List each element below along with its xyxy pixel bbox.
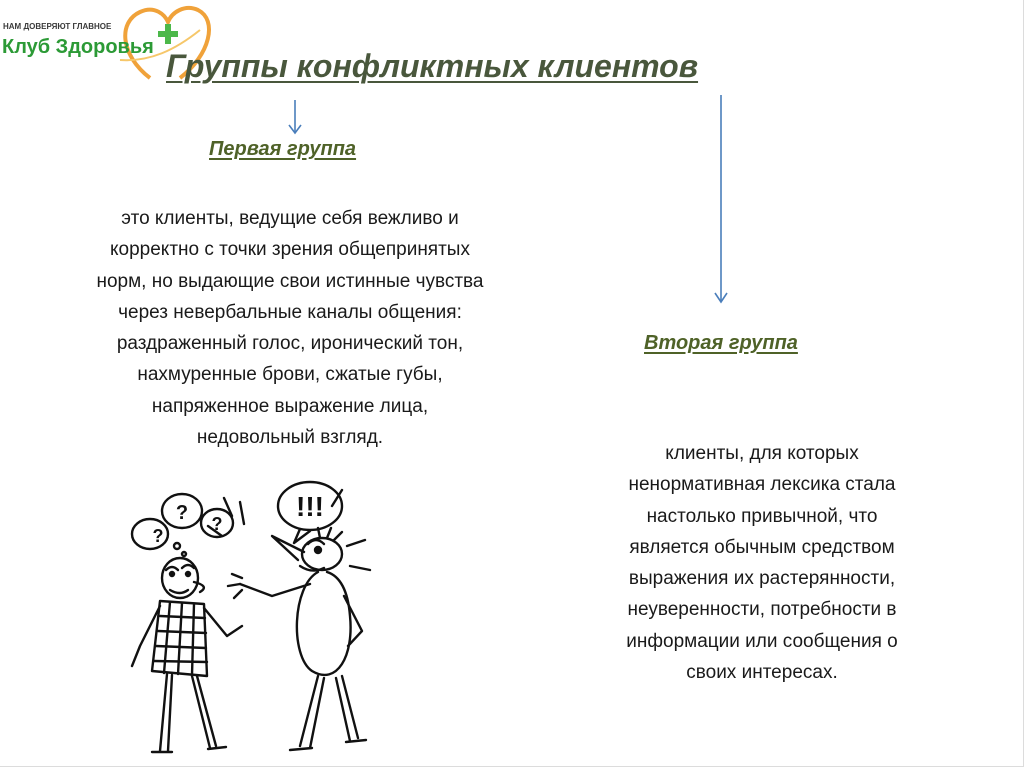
text-line: ненормативная лексика стала — [628, 474, 896, 496]
text-line: неуверенности, потребности в — [627, 599, 897, 621]
text-line: информации или сообщения о — [626, 630, 898, 652]
text-line: это клиенты, ведущие себя вежливо и — [121, 208, 459, 229]
text-line: корректно с точки зрения общепринятых — [110, 239, 470, 261]
text-line: норм, но выдающие свои истинные чувства — [96, 270, 484, 292]
text-line: настолько привычной, что — [646, 505, 878, 527]
question-bubble-text: ? ? ? — [182, 666, 185, 667]
text-line: через невербальные каналы общения: — [118, 301, 462, 323]
text-line: напряженное выражение лица, — [151, 395, 429, 417]
logo-name: Клуб Здоровья — [2, 36, 154, 58]
text-line: является обычным средством — [629, 536, 895, 558]
second-group-description — [578, 438, 946, 688]
svg-text:?: ? — [175, 502, 189, 524]
text-line: раздраженный голос, иронический тон, — [116, 333, 464, 355]
text-line: клиенты, для которых — [665, 443, 859, 464]
first-group-heading: Первая группа — [209, 138, 357, 160]
text-line: выражения их растерянности, — [628, 568, 896, 590]
text-line: нахмуренные брови, сжатые губы, — [137, 364, 443, 386]
slide-title: Группы конфликтных клиентов — [166, 48, 699, 84]
exclamation-bubble-text: !!! — [296, 491, 324, 522]
text-line: своих интересах. — [686, 662, 838, 684]
first-group-description — [40, 203, 540, 453]
logo-tagline: НАМ ДОВЕРЯЮТ ГЛАВНОЕ — [3, 22, 112, 31]
svg-text:?: ? — [211, 514, 223, 534]
conflict-cartoon — [122, 466, 382, 756]
svg-text:?: ? — [152, 526, 164, 546]
text-line: недовольный взгляд. — [196, 427, 384, 449]
second-group-heading: Вторая группа — [644, 332, 798, 354]
